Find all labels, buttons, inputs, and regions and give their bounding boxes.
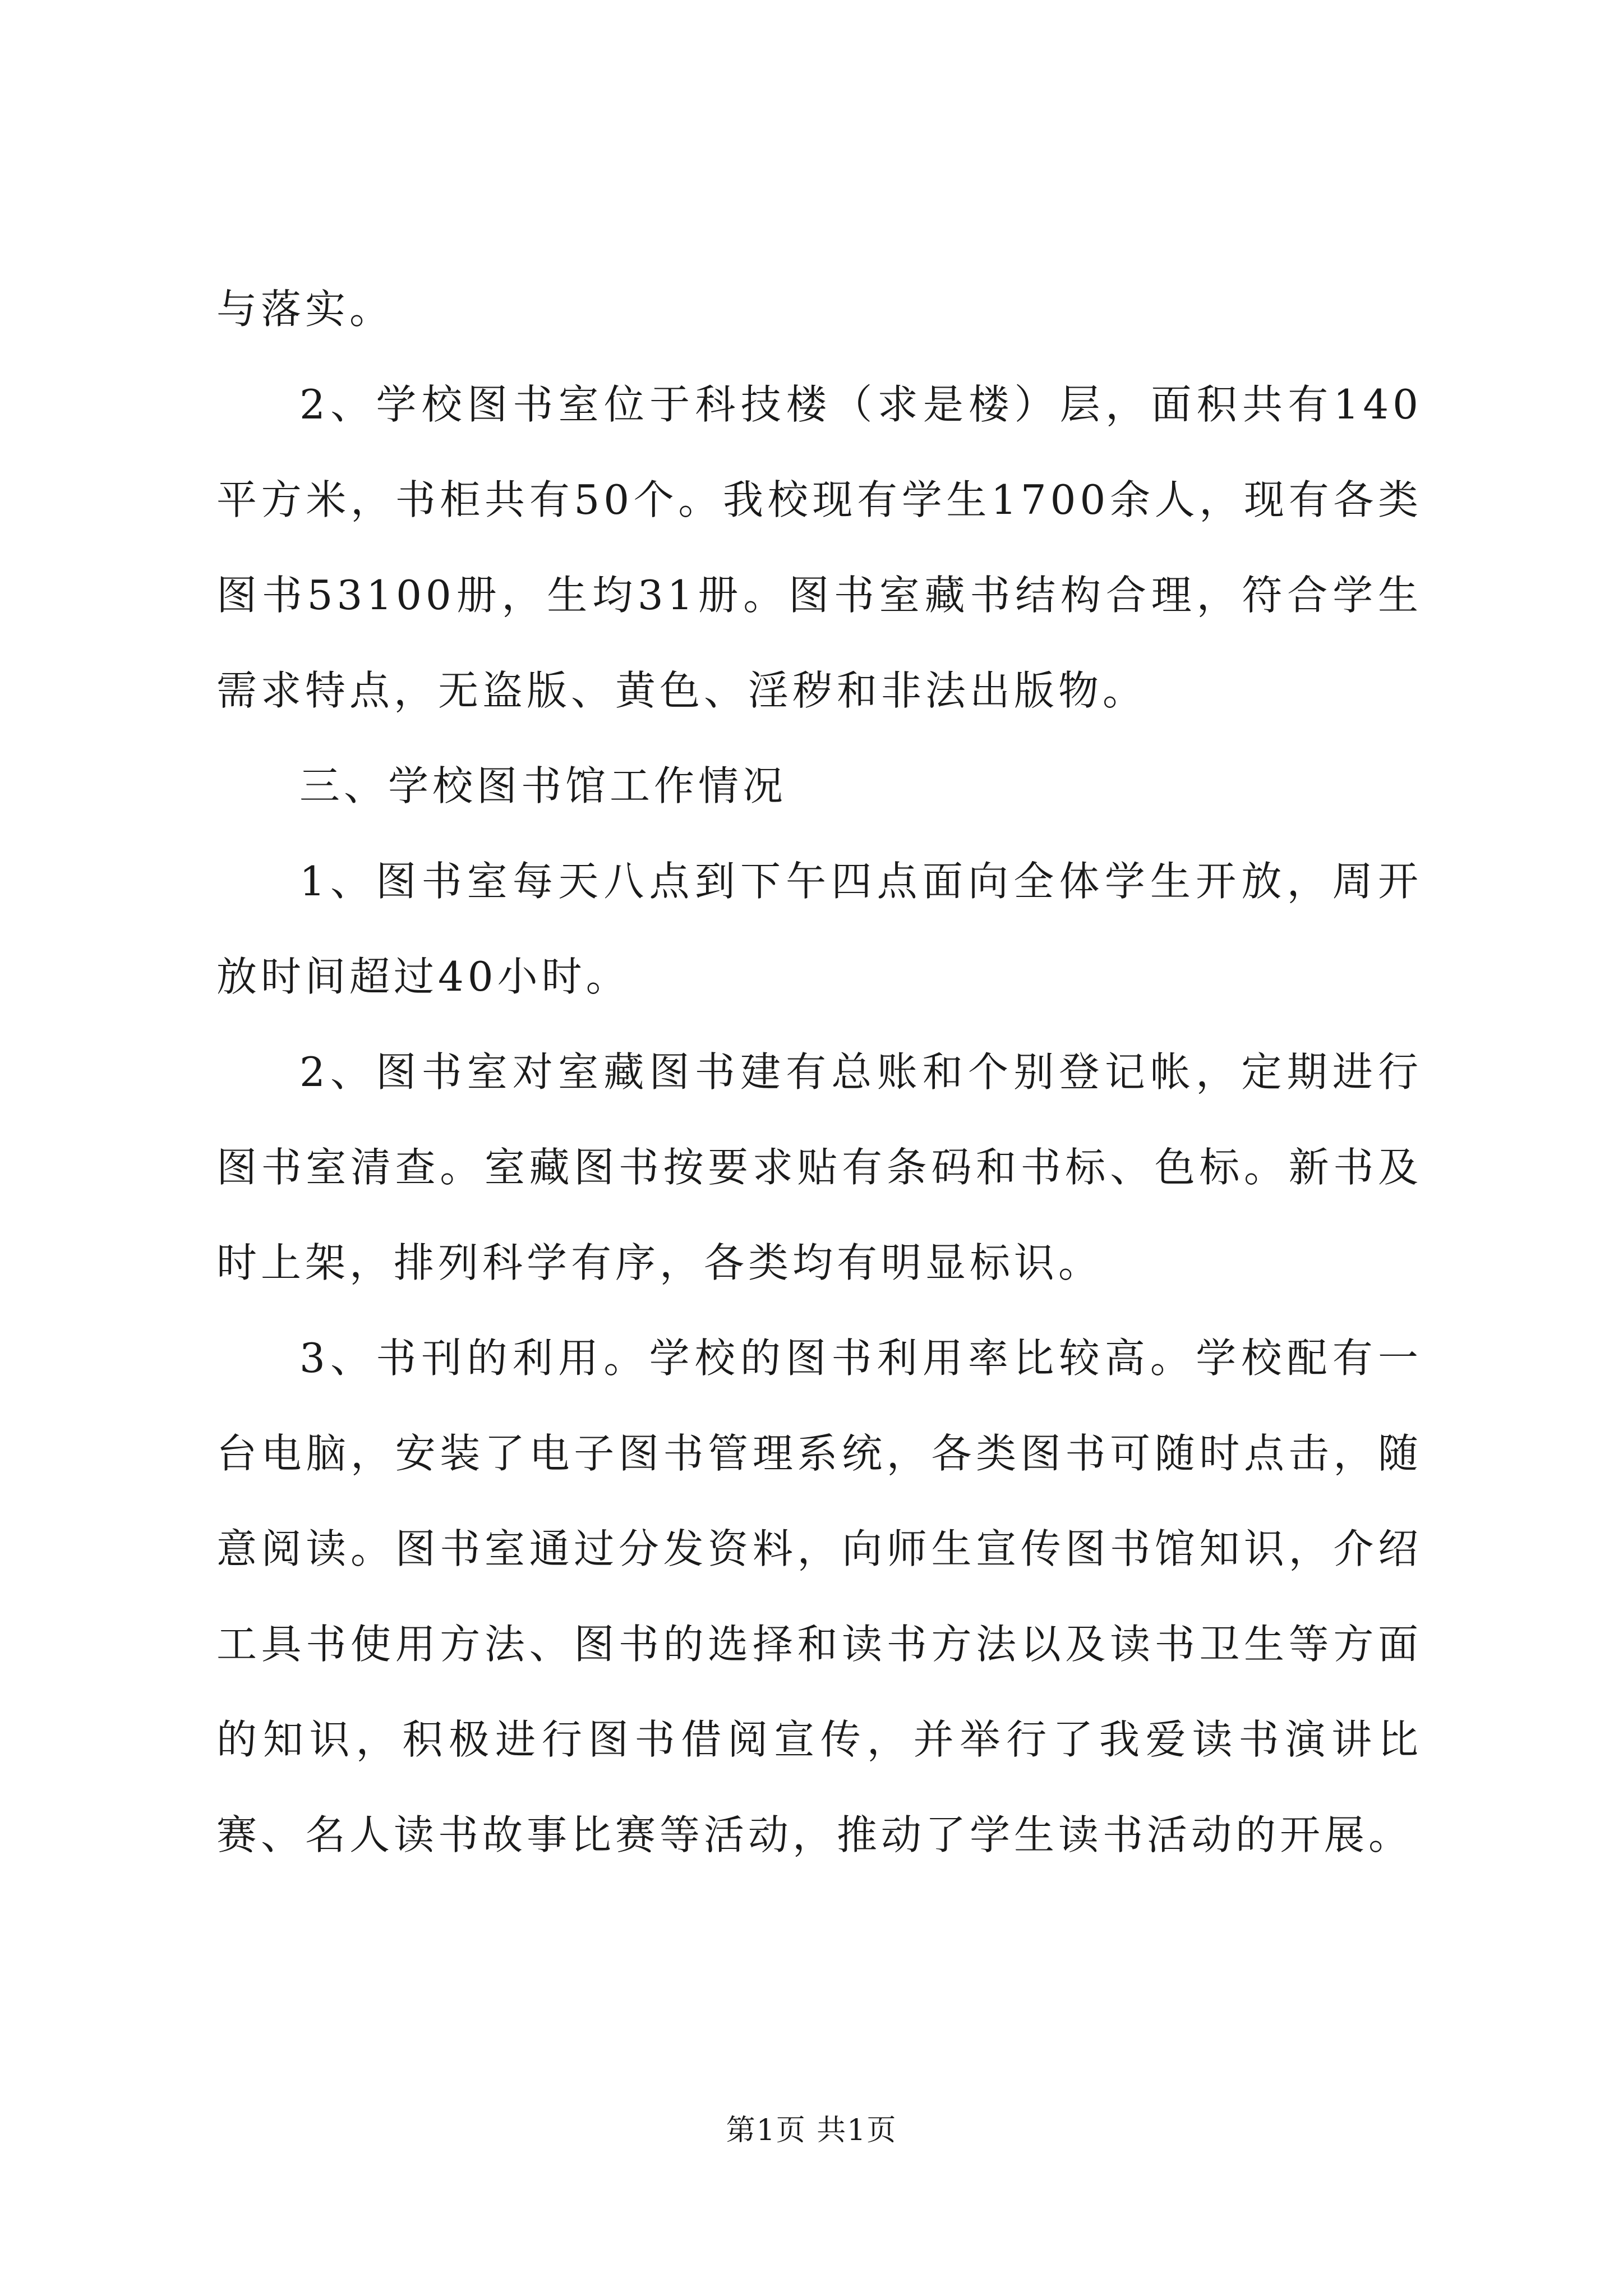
paragraph-opening-hours: 1、图书室每天八点到下午四点面向全体学生开放，周开放时间超过40小时。 xyxy=(216,858,1422,1000)
page-footer: 第1页 共1页 xyxy=(726,2114,897,2147)
document-body xyxy=(216,261,1422,1883)
paragraph-library-facilities: 2、学校图书室位于科技楼（求是楼）层，面积共有140平方米，书柜共有50个。我校现有学生1700余人，现有各类图书53100册，生均31册。图书室藏书结构合理，符合学生需求特点，无盗版、黄色、淫秽和非法出版物。 xyxy=(216,381,1422,714)
paragraph-book-utilization: 3、书刊的利用。学校的图书利用率比较高。学校配有一台电脑，安装了电子图书管理系统，各类图书可随时点击，随意阅读。图书室通过分发资料，向师生宣传图书馆知识，介绍工具书使用方法、图书的选择和读书方法以及读书卫生等方面的知识，积极进行图书借阅宣传，并举行了我爱读书演讲比赛、名人读书故事比赛等活动，推动了学生读书活动的开展。 xyxy=(216,1335,1422,1858)
paragraph-continuation: 与落实。 xyxy=(216,286,394,333)
paragraph-book-registration: 2、图书室对室藏图书建有总账和个别登记帐，定期进行图书室清查。室藏图书按要求贴有条码和书标、色标。新书及时上架，排列科学有序，各类均有明显标识。 xyxy=(216,1048,1422,1286)
section-heading-library-work: 三、学校图书馆工作情况 xyxy=(299,762,787,809)
